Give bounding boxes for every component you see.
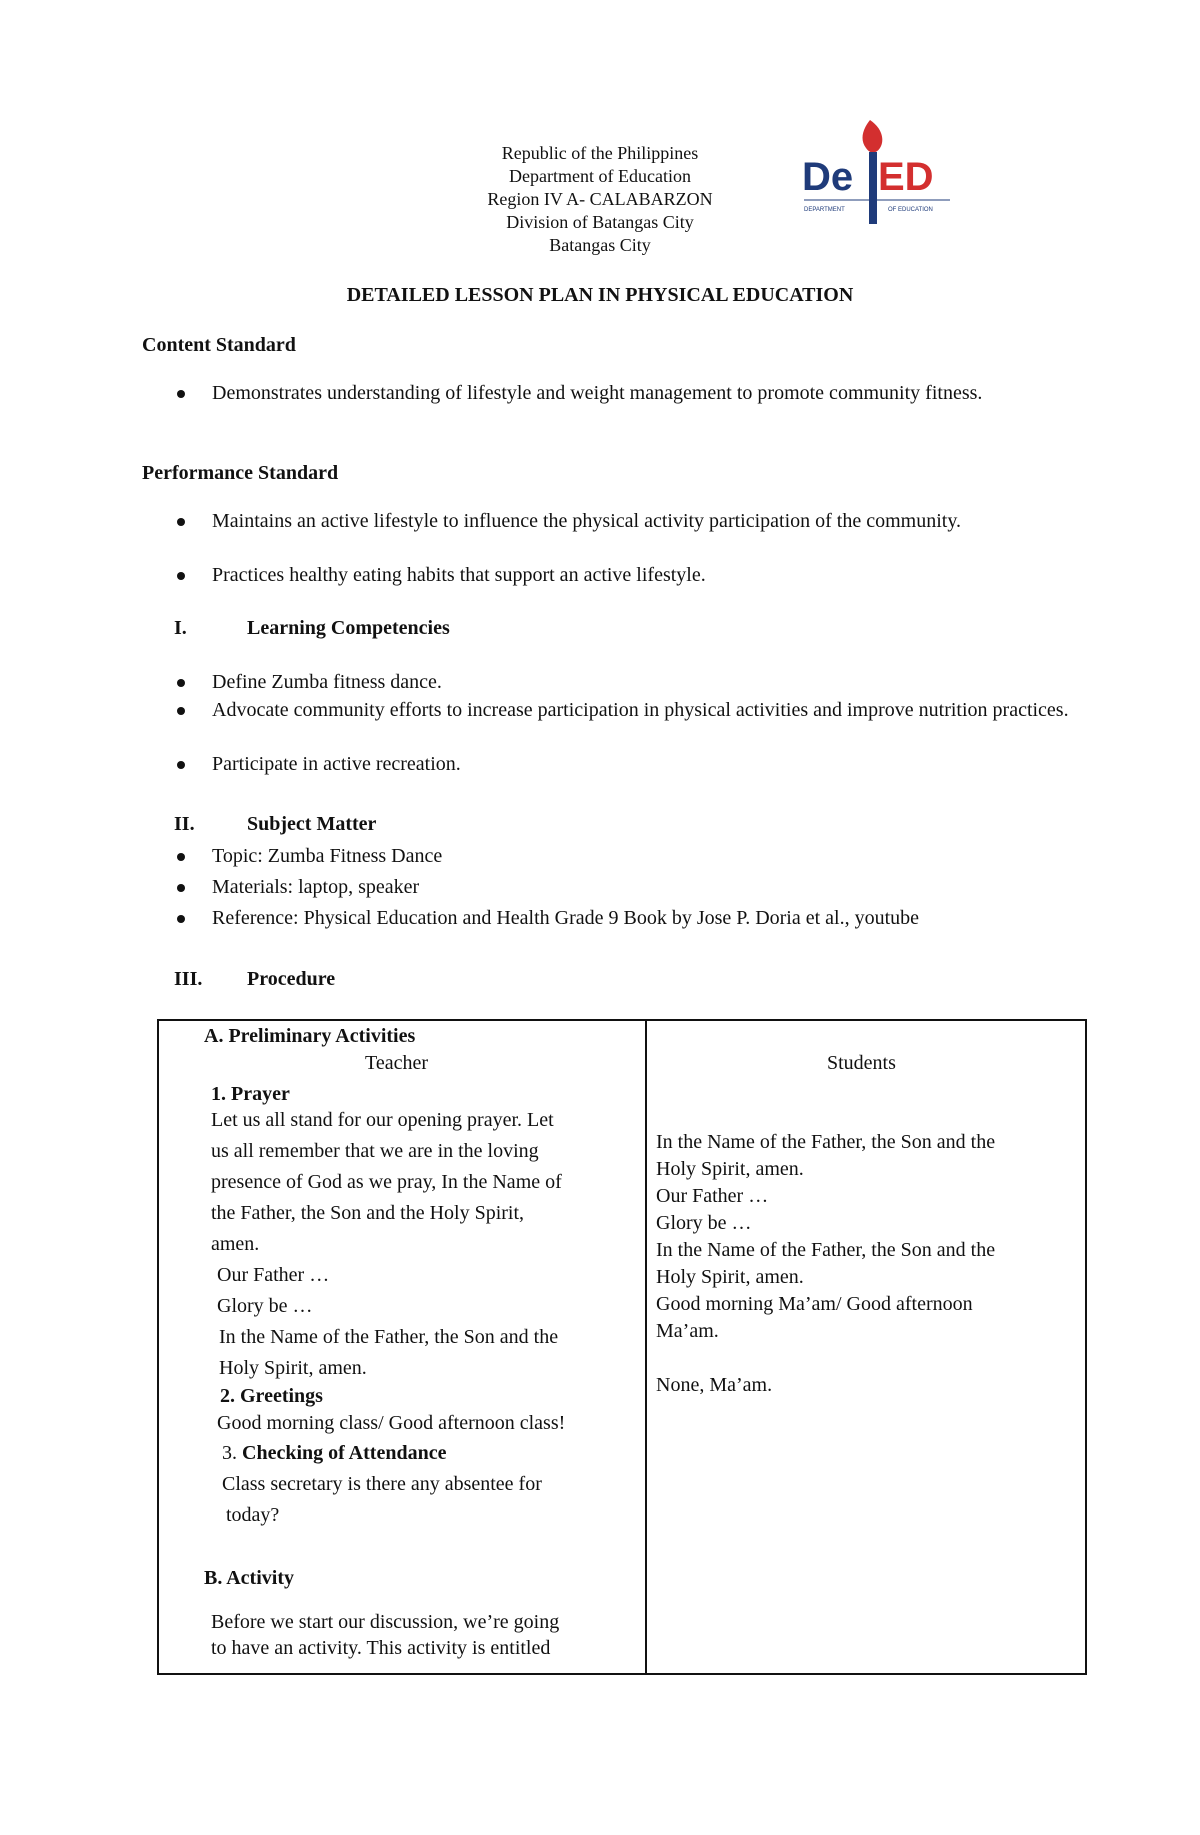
in-the-name-line: Holy Spirit, amen. [219, 1357, 367, 1379]
student-line: Holy Spirit, amen. [656, 1158, 804, 1180]
student-line: Our Father … [656, 1185, 769, 1207]
content-standard-heading: Content Standard [142, 334, 296, 356]
performance-standard-heading: Performance Standard [142, 462, 339, 484]
our-father-line: Our Father … [217, 1264, 330, 1286]
list-item: Maintains an active lifestyle to influence the physical activity participation of the community. [212, 508, 1092, 535]
list-item: Define Zumba fitness dance. [212, 669, 1092, 696]
subject-matter-heading: Subject Matter [247, 813, 377, 835]
procedure-heading: Procedure [247, 968, 336, 990]
list-item: Demonstrates understanding of lifestyle and weight management to promote community fitness. [212, 380, 1092, 407]
glory-be-line: Glory be … [217, 1295, 313, 1317]
greetings-text: Good morning class/ Good afternoon class! [217, 1412, 566, 1434]
prayer-line: presence of God as we pray, In the Name of [211, 1171, 562, 1193]
list-item: Materials: laptop, speaker [212, 874, 1092, 901]
list-item: Reference: Physical Education and Health Grade 9 Book by Jose P. Doria et al., youtube [212, 905, 1092, 932]
students-column-header: Students [827, 1052, 896, 1074]
attendance-heading-line [222, 1440, 446, 1467]
logo-text-right: ED [878, 155, 934, 199]
prayer-line: the Father, the Son and the Holy Spirit, [211, 1202, 525, 1224]
column-divider [645, 1021, 647, 1673]
procedure-table [157, 1019, 1087, 1675]
section-numeral: II. [174, 813, 195, 835]
logo-subtext-left: DEPARTMENT [804, 207, 845, 213]
document-title: DETAILED LESSON PLAN IN PHYSICAL EDUCATION [346, 284, 854, 306]
letterhead-line: Department of Education [509, 166, 691, 186]
student-line: Holy Spirit, amen. [656, 1266, 804, 1288]
in-the-name-line: In the Name of the Father, the Son and the [219, 1326, 559, 1348]
student-line: In the Name of the Father, the Son and the [656, 1239, 996, 1261]
logo-subtext-right: OF EDUCATION [888, 207, 933, 213]
letterhead-line: Republic of the Philippines [501, 143, 699, 163]
greetings-heading: 2. Greetings [220, 1385, 323, 1407]
letterhead [400, 142, 800, 257]
letterhead-line: Batangas City [549, 235, 651, 255]
student-line: In the Name of the Father, the Son and the [656, 1131, 996, 1153]
list-item: Participate in active recreation. [212, 751, 1092, 778]
prayer-line: amen. [211, 1233, 260, 1255]
student-none-line: None, Ma’am. [656, 1374, 773, 1396]
student-line: Glory be … [656, 1212, 752, 1234]
section-b-heading: B. Activity [204, 1567, 294, 1589]
activity-line: Before we start our discussion, we’re going [211, 1611, 560, 1633]
prayer-line: Let us all stand for our opening prayer. Let [211, 1109, 554, 1131]
list-item: Advocate community efforts to increase participation in physical activities and improve nutrition practices. [212, 697, 1092, 724]
letterhead-line: Division of Batangas City [506, 212, 694, 232]
student-line: Good morning Ma’am/ Good afternoon [656, 1293, 973, 1315]
letterhead-line: Region IV A- CALABARZON [487, 189, 713, 209]
teacher-column-header: Teacher [365, 1052, 428, 1074]
torch-handle [869, 152, 877, 224]
attendance-heading: Checking of Attendance [242, 1442, 447, 1464]
list-item: Practices healthy eating habits that support an active lifestyle. [212, 562, 1092, 589]
deped-logo [800, 118, 960, 228]
attendance-line: today? [226, 1504, 280, 1526]
prayer-line: us all remember that we are in the loving [211, 1140, 539, 1162]
logo-text-left: De [802, 155, 854, 199]
list-item: Topic: Zumba Fitness Dance [212, 843, 1092, 870]
activity-line: to have an activity. This activity is entitled [211, 1637, 551, 1659]
attendance-number: 3. [222, 1442, 242, 1464]
prayer-heading: 1. Prayer [211, 1083, 290, 1105]
learning-competencies-heading: Learning Competencies [247, 617, 450, 639]
section-numeral: III. [174, 968, 203, 990]
student-line: Ma’am. [656, 1320, 719, 1342]
section-a-heading: A. Preliminary Activities [204, 1025, 416, 1047]
torch-flame-icon [863, 120, 883, 153]
section-numeral: I. [174, 617, 187, 639]
attendance-line: Class secretary is there any absentee for [222, 1473, 542, 1495]
